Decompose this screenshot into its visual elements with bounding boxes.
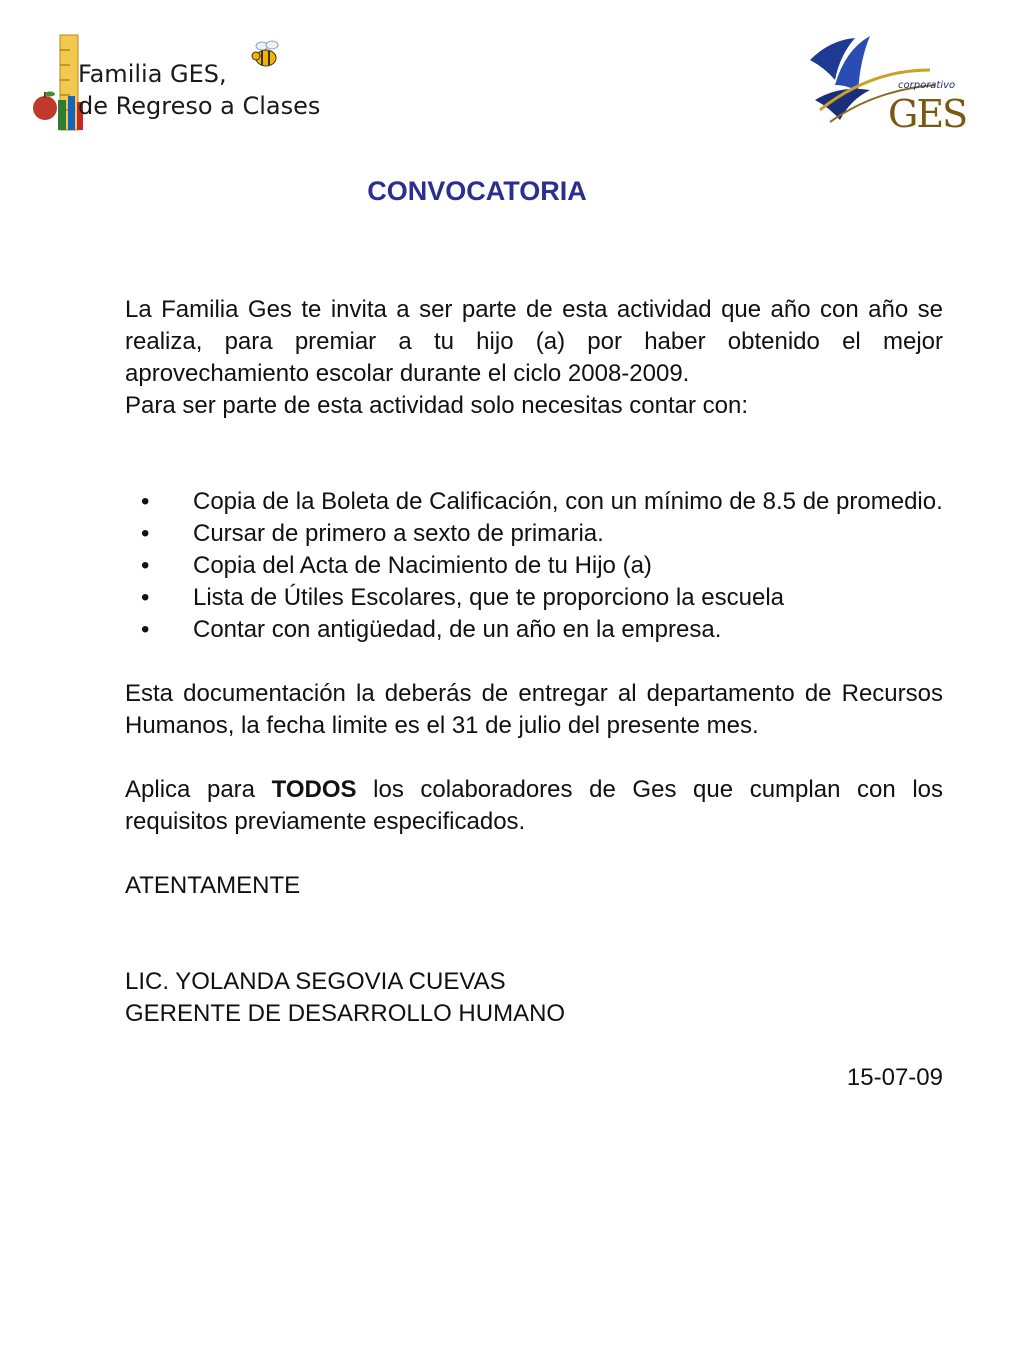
list-item: • Cursar de primero a sexto de primaria. <box>125 518 943 550</box>
document-date: 15-07-09 <box>846 1064 943 1091</box>
logo-line-2: de Regreso a Clases <box>78 92 321 120</box>
logo-ges-text: GES <box>888 92 967 136</box>
requirements-lead: Para ser parte de esta actividad solo necesitas contar con: <box>125 392 749 419</box>
bullet-icon: • <box>141 520 150 547</box>
bullet-icon: • <box>141 584 150 611</box>
emphasis-todos: TODOS <box>271 776 357 803</box>
corporativo-ges-logo <box>800 30 967 138</box>
bullet-icon: • <box>141 616 150 643</box>
closing-text: ATENTAMENTE <box>125 872 301 899</box>
signer-name: LIC. YOLANDA SEGOVIA CUEVAS <box>125 968 506 995</box>
list-item: • Contar con antigüedad, de un año en la empresa. <box>125 614 943 646</box>
document-heading: CONVOCATORIA <box>367 176 587 206</box>
logo-corporativo-text: corporativo <box>898 80 956 91</box>
applies-paragraph: Aplica para TODOS los colaboradores de Ges que cumplan con los requisitos previamente especificados. <box>125 776 943 835</box>
signer-title: GERENTE DE DESARROLLO HUMANO <box>125 1000 566 1027</box>
list-item: • Copia de la Boleta de Calificación, con un mínimo de 8.5 de promedio. <box>125 486 943 518</box>
list-item: • Lista de Útiles Escolares, que te proporciono la escuela <box>125 582 943 614</box>
document-body <box>125 294 943 1094</box>
delivery-paragraph: Esta documentación la deberás de entregar al departamento de Recursos Humanos, la fecha limite es el 31 de julio del presente mes. <box>125 680 943 739</box>
logo-line-1: Familia GES, <box>78 60 227 88</box>
bullet-icon: • <box>141 488 150 515</box>
familia-ges-logo <box>30 30 321 135</box>
intro-paragraph: La Familia Ges te invita a ser parte de esta actividad que año con año se realiza, para premiar a tu hijo (a) por haber obtenido el mejor aprovechamiento escolar durante el ciclo 2008-2009. <box>125 296 943 387</box>
bullet-icon: • <box>141 552 150 579</box>
requirements-list <box>125 486 943 646</box>
list-item: • Copia del Acta de Nacimiento de tu Hijo (a) <box>125 550 943 582</box>
